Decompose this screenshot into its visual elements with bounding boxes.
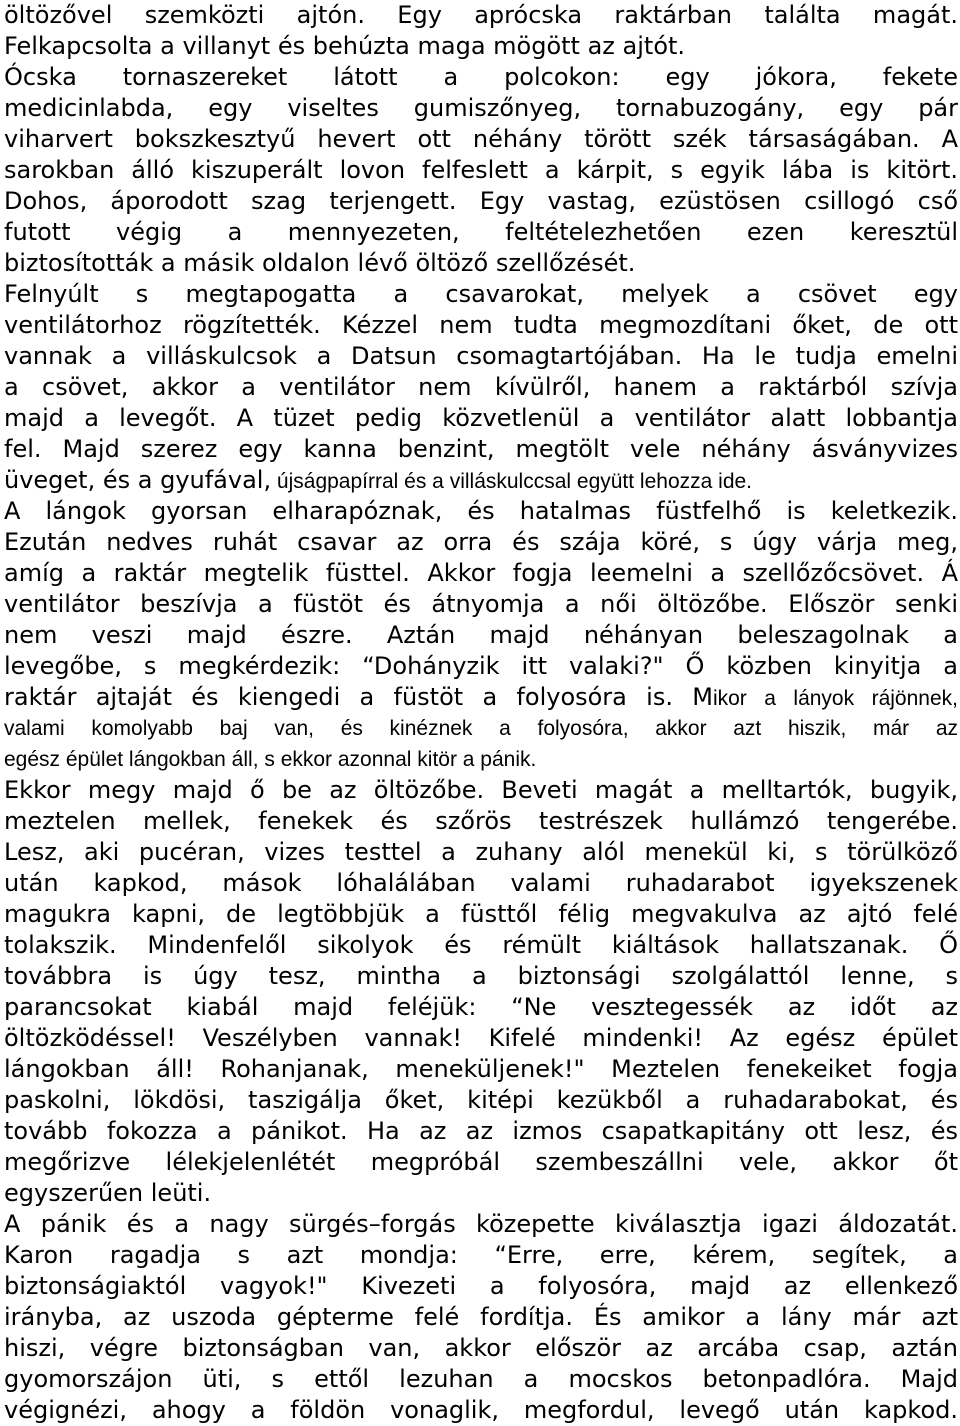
paragraph [4, 775, 958, 1209]
text-line [4, 372, 958, 403]
text-line [4, 682, 958, 713]
text-line-content: továbbra is úgy tesz, mintha a biztonsági szolgálattól lenne, s [4, 962, 958, 990]
text-line-content: lángokban áll! Rohanjanak, meneküljenek!" Meztelen fenekeiket fogja [4, 1055, 958, 1083]
text-line [4, 1085, 958, 1116]
text-line [4, 558, 958, 589]
text-line [4, 837, 958, 868]
text-line-content: a csövet, akkor a ventilátor nem kívülről, hanem a raktárból szívja [4, 373, 958, 401]
text-line [4, 217, 958, 248]
paragraph [4, 279, 958, 496]
text-line-content: meztelen mellek, fenekek és szőrös testrészek hullámzó tengerébe. [4, 807, 958, 835]
text-line [4, 1271, 958, 1302]
text-line-content: öltözővel szemközti ajtón. Egy aprócska raktárban találta magát. [4, 1, 958, 29]
text-line-content: raktár ajtaját és kiengedi a füstöt a folyosóra is. M [4, 683, 713, 711]
text-line [4, 1302, 958, 1333]
text-line-content: Ezután nedves ruhát csavar az orra és szája köré, s úgy várja meg, [4, 528, 958, 556]
text-line [4, 1209, 958, 1240]
text-line-content: levegőbe, s megkérdezik: “Dohányzik itt valaki?" Ő közben kinyitja a [4, 652, 958, 680]
text-line-content: parancsokat kiabál majd feléjük: “Ne vesztegessék az időt az [4, 993, 958, 1021]
paragraph [4, 0, 958, 62]
text-line [4, 62, 958, 93]
text-line [4, 744, 958, 775]
text-line-content: futott végig a mennyezeten, feltételezhetően ezen keresztül [4, 218, 958, 246]
text-line-content: után kapkod, mások lóhalálában valami ruhadarabot igyekszenek [4, 869, 958, 897]
text-line-content: Ekkor megy majd ő be az öltözőbe. Beveti magát a melltartók, bugyik, [4, 776, 958, 804]
text-line-content: egész épület lángokban áll, s ekkor azonnal kitör a pánik. [4, 748, 537, 771]
text-line-content: amíg a raktár megtelik füsttel. Akkor fogja leemelni a szellőzőcsövet. Á [4, 559, 958, 587]
text-line [4, 155, 958, 186]
text-line [4, 434, 958, 465]
text-line-content: nem veszi majd észre. Aztán majd néhányan beleszagolnak a [4, 621, 958, 649]
text-line [4, 248, 958, 279]
text-line [4, 465, 958, 496]
text-line [4, 93, 958, 124]
text-line [4, 527, 958, 558]
text-line [4, 899, 958, 930]
text-line [4, 868, 958, 899]
text-line-content: viharvert bokszkesztyű hevert ott néhány törött szék társaságában. A [4, 125, 958, 153]
text-line-content: tolakszik. Mindenfelől sikolyok és rémült kiáltások hallatszanak. Ő [4, 931, 958, 959]
text-line-tail: ikor a lányok rájönnek, [712, 687, 958, 710]
text-line [4, 124, 958, 155]
text-line-content: végignézi, ahogy a földön vonaglik, megfordul, levegő után kapkod. [4, 1396, 958, 1424]
text-line-content: valami komolyabb baj van, és kinéznek a folyosóra, akkor azt hiszik, már az [4, 717, 958, 740]
text-line-content: ventilátorhoz rögzítették. Kézzel nem tudta megmozdítani őket, de ott [4, 311, 958, 339]
text-line [4, 1054, 958, 1085]
text-line-content: sarokban álló kiszuperált lovon felfeslett a kárpit, s egyik lába is kitört. [4, 156, 958, 184]
text-line-content: biztosították a másik oldalon lévő öltöző szellőzését. [4, 249, 636, 277]
text-line-content: Lesz, aki pucéran, vizes testtel a zuhany alól menekül ki, s törülköző [4, 838, 958, 866]
text-line-content: gyomorszájon üti, s ettől lezuhan a mocskos betonpadlóra. Majd [4, 1365, 958, 1393]
document-page [4, 0, 958, 1426]
text-line [4, 1240, 958, 1271]
text-line-tail: újságpapírral és a villáskulccsal együtt lehozza ide. [271, 470, 753, 493]
text-line [4, 589, 958, 620]
text-line [4, 651, 958, 682]
text-line [4, 1333, 958, 1364]
text-line [4, 1395, 958, 1426]
text-line-content: tovább fokozza a pánikot. Ha az az izmos csapatkapitány ott lesz, és [4, 1117, 958, 1145]
text-line [4, 1023, 958, 1054]
text-line-content: öltözködéssel! Veszélyben vannak! Kifelé mindenki! Az egész épület [4, 1024, 958, 1052]
text-line [4, 186, 958, 217]
text-line [4, 961, 958, 992]
text-line [4, 1116, 958, 1147]
text-line [4, 341, 958, 372]
text-line-content: egyszerűen leüti. [4, 1179, 212, 1207]
text-line [4, 0, 958, 31]
text-line [4, 1364, 958, 1395]
text-line-content: ventilátor beszívja a füstöt és átnyomja a női öltözőbe. Először senki [4, 590, 958, 618]
text-line-content: vannak a villáskulcsok a Datsun csomagtartójában. Ha le tudja emelni [4, 342, 958, 370]
text-line-content: irányba, az uszoda gépterme felé fordítja. És amikor a lány már azt [4, 1303, 958, 1331]
text-line [4, 620, 958, 651]
text-line [4, 31, 958, 62]
text-line [4, 1178, 958, 1209]
text-line-content: hiszi, végre biztonságban van, akkor először az arcába csap, aztán [4, 1334, 958, 1362]
text-line-content: Ócska tornaszereket látott a polcokon: egy jókora, fekete [4, 63, 958, 91]
text-line [4, 310, 958, 341]
text-line [4, 775, 958, 806]
text-line [4, 279, 958, 310]
text-line [4, 496, 958, 527]
text-line-content: üveget, és a gyufával, [4, 466, 272, 494]
text-line-content: megőrizve lélekjelenlétét megpróbál szembeszállni vele, akkor őt [4, 1148, 958, 1176]
paragraph [4, 496, 958, 775]
text-line-content: A pánik és a nagy sürgés–forgás közepette kiválasztja igazi áldozatát. [4, 1210, 958, 1238]
text-line-content: biztonságiaktól vagyok!" Kivezeti a folyosóra, majd az ellenkező [4, 1272, 958, 1300]
text-line-content: Karon ragadja s azt mondja: “Erre, erre, kérem, segítek, a [4, 1241, 958, 1269]
text-line-content: A lángok gyorsan elharapóznak, és hatalmas füstfelhő is keletkezik. [4, 497, 958, 525]
text-line-content: Felnyúlt s megtapogatta a csavarokat, melyek a csövet egy [4, 280, 958, 308]
text-line-content: Felkapcsolta a villanyt és behúzta maga mögött az ajtót. [4, 32, 686, 60]
text-line [4, 1147, 958, 1178]
paragraph [4, 1209, 958, 1426]
paragraph [4, 62, 958, 279]
text-line-content: majd a levegőt. A tüzet pedig közvetlenül a ventilátor alatt lobbantja [4, 404, 958, 432]
text-line [4, 992, 958, 1023]
text-line [4, 930, 958, 961]
text-line-content: fel. Majd szerez egy kanna benzint, megtölt vele néhány ásványvizes [4, 435, 958, 463]
text-line-content: paskolni, lökdösi, taszigálja őket, kitépi kezükből a ruhadarabokat, és [4, 1086, 958, 1114]
text-line-content: Dohos, áporodott szag terjengett. Egy vastag, ezüstösen csillogó cső [4, 187, 958, 215]
text-line-content: medicinlabda, egy viseltes gumiszőnyeg, tornabuzogány, egy pár [4, 94, 958, 122]
text-line [4, 403, 958, 434]
text-line [4, 713, 958, 744]
text-line [4, 806, 958, 837]
text-line-content: magukra kapni, de legtöbbjük a füsttől félig megvakulva az ajtó felé [4, 900, 958, 928]
